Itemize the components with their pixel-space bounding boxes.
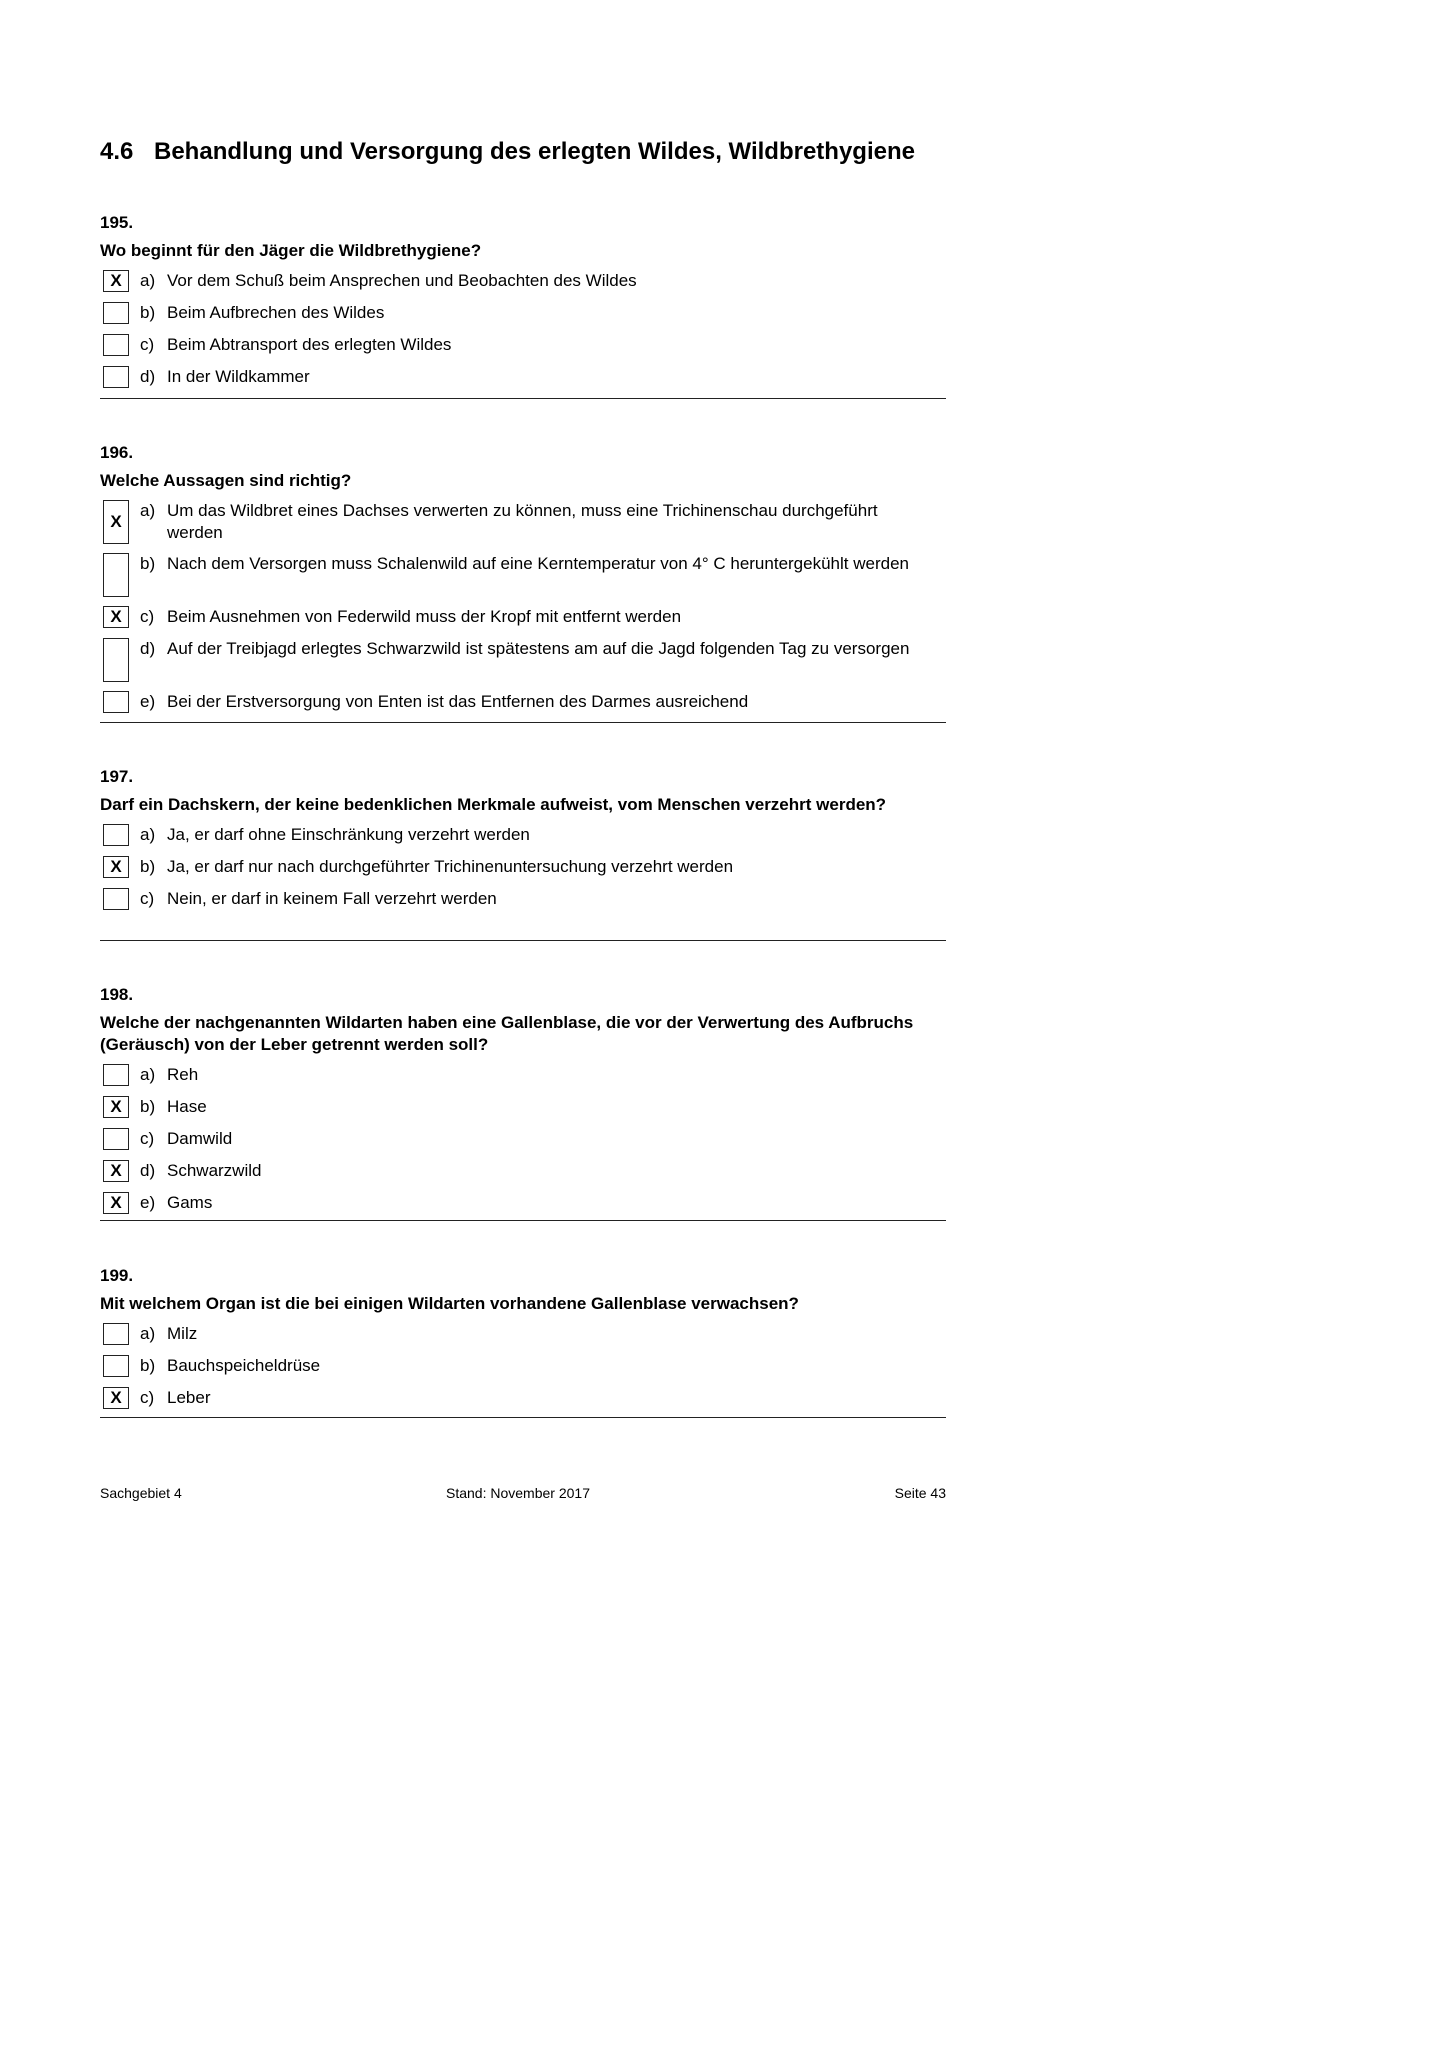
option-letter: c): [140, 335, 155, 354]
option-letter: b): [140, 554, 156, 573]
option-d[interactable]: [100, 366, 946, 398]
question-number: 196.: [100, 443, 134, 462]
option-b[interactable]: [100, 1355, 946, 1387]
option-c[interactable]: [100, 888, 946, 920]
option-b[interactable]: [100, 1096, 946, 1128]
answer-checkbox[interactable]: [103, 691, 129, 713]
option-letter: b): [140, 303, 156, 322]
answer-checkbox[interactable]: X: [103, 270, 129, 292]
option-text: Gams: [167, 1193, 213, 1212]
answer-checkbox[interactable]: X: [103, 500, 129, 544]
answer-checkbox[interactable]: X: [103, 1096, 129, 1118]
question-text: Welche Aussagen sind richtig?: [100, 471, 352, 490]
option-text: Reh: [167, 1065, 199, 1084]
option-letter: d): [140, 639, 156, 658]
answer-checkbox[interactable]: [103, 334, 129, 356]
option-a[interactable]: [100, 824, 946, 856]
option-letter: d): [140, 1161, 156, 1180]
option-text: Ja, er darf ohne Einschränkung verzehrt werden: [167, 825, 530, 844]
question-196: [100, 442, 946, 723]
footer-date: Stand: November 2017: [446, 1485, 590, 1501]
answer-checkbox[interactable]: [103, 366, 129, 388]
divider: [100, 398, 946, 399]
question-number: 195.: [100, 213, 134, 232]
option-text: Hase: [167, 1097, 207, 1116]
option-a[interactable]: [100, 1064, 946, 1096]
option-text: Ja, er darf nur nach durchgeführter Trichinenuntersuchung verzehrt werden: [167, 857, 734, 876]
answer-checkbox[interactable]: [103, 824, 129, 846]
option-c[interactable]: [100, 1128, 946, 1160]
answer-checkbox[interactable]: [103, 553, 129, 597]
question-number: 199.: [100, 1266, 134, 1285]
option-text: Schwarzwild: [167, 1161, 262, 1180]
option-letter: c): [140, 889, 155, 908]
section-number: 4.6: [100, 138, 134, 165]
answer-checkbox[interactable]: [103, 1355, 129, 1377]
divider: [100, 1220, 946, 1221]
question-text: Mit welchem Organ ist die bei einigen Wildarten vorhandene Gallenblase verwachsen?: [100, 1294, 799, 1313]
option-letter: a): [140, 501, 156, 520]
answer-checkbox[interactable]: X: [103, 1192, 129, 1214]
answer-checkbox[interactable]: X: [103, 1160, 129, 1182]
option-b[interactable]: [100, 302, 946, 334]
option-c[interactable]: [100, 606, 946, 638]
option-text: Beim Abtransport des erlegten Wildes: [167, 335, 452, 354]
answer-checkbox[interactable]: X: [103, 856, 129, 878]
question-number: 197.: [100, 767, 134, 786]
question-199: [100, 1265, 946, 1419]
option-letter: a): [140, 271, 156, 290]
footer-subject: Sachgebiet 4: [100, 1485, 182, 1501]
option-text: Nach dem Versorgen muss Schalenwild auf eine Kerntemperatur von 4° C heruntergekühlt werden: [167, 554, 909, 573]
option-text: Um das Wildbret eines Dachses verwerten zu können, muss eine Trichinenschau durchgeführt werden: [167, 501, 878, 542]
option-letter: b): [140, 857, 156, 876]
option-letter: a): [140, 825, 156, 844]
option-a[interactable]: [100, 500, 946, 553]
option-letter: b): [140, 1097, 156, 1116]
section-title-text: Behandlung und Versorgung des erlegten Wildes, Wildbrethygiene: [154, 138, 915, 165]
option-letter: a): [140, 1065, 156, 1084]
option-text: Vor dem Schuß beim Ansprechen und Beobachten des Wildes: [167, 271, 637, 290]
option-c[interactable]: [100, 1387, 946, 1419]
question-195: [100, 212, 946, 398]
question-text: Welche der nachgenannten Wildarten haben eine Gallenblase, die vor der Verwertung des Aufbruchs (Geräusch) von der Leber getrennt werden soll?: [100, 1013, 914, 1054]
option-c[interactable]: [100, 334, 946, 366]
question-text: Darf ein Dachskern, der keine bedenklichen Merkmale aufweist, vom Menschen verzehrt werden?: [100, 795, 887, 814]
option-text: Auf der Treibjagd erlegtes Schwarzwild ist spätestens am auf die Jagd folgenden Tag zu versorgen: [167, 639, 910, 658]
question-197: [100, 766, 946, 920]
answer-checkbox[interactable]: [103, 302, 129, 324]
answer-checkbox[interactable]: [103, 1323, 129, 1345]
option-a[interactable]: [100, 270, 946, 302]
option-letter: e): [140, 1193, 156, 1212]
answer-checkbox[interactable]: [103, 1128, 129, 1150]
option-b[interactable]: [100, 856, 946, 888]
section-title: [100, 138, 915, 166]
option-letter: c): [140, 607, 155, 626]
option-letter: c): [140, 1129, 155, 1148]
option-text: Milz: [167, 1324, 198, 1343]
divider: [100, 940, 946, 941]
option-text: In der Wildkammer: [167, 367, 310, 386]
option-a[interactable]: [100, 1323, 946, 1355]
divider: [100, 1417, 946, 1418]
option-text: Leber: [167, 1388, 211, 1407]
option-d[interactable]: [100, 638, 946, 691]
question-number: 198.: [100, 985, 134, 1004]
divider: [100, 722, 946, 723]
option-text: Beim Ausnehmen von Federwild muss der Kropf mit entfernt werden: [167, 607, 682, 626]
option-letter: a): [140, 1324, 156, 1343]
option-text: Bauchspeicheldrüse: [167, 1356, 321, 1375]
option-text: Damwild: [167, 1129, 233, 1148]
footer-page-number: Seite 43: [894, 1485, 946, 1501]
answer-checkbox[interactable]: X: [103, 1387, 129, 1409]
answer-checkbox[interactable]: [103, 888, 129, 910]
option-letter: d): [140, 367, 156, 386]
answer-checkbox[interactable]: [103, 1064, 129, 1086]
answer-checkbox[interactable]: [103, 638, 129, 682]
option-e[interactable]: [100, 691, 946, 723]
option-d[interactable]: [100, 1160, 946, 1192]
answer-checkbox[interactable]: X: [103, 606, 129, 628]
option-text: Beim Aufbrechen des Wildes: [167, 303, 385, 322]
option-letter: b): [140, 1356, 156, 1375]
question-198: [100, 984, 946, 1224]
question-text: Wo beginnt für den Jäger die Wildbrethygiene?: [100, 241, 482, 260]
option-text: Nein, er darf in keinem Fall verzehrt werden: [167, 889, 497, 908]
option-b[interactable]: [100, 553, 946, 606]
option-letter: c): [140, 1388, 155, 1407]
option-text: Bei der Erstversorgung von Enten ist das Entfernen des Darmes ausreichend: [167, 692, 749, 711]
option-letter: e): [140, 692, 156, 711]
